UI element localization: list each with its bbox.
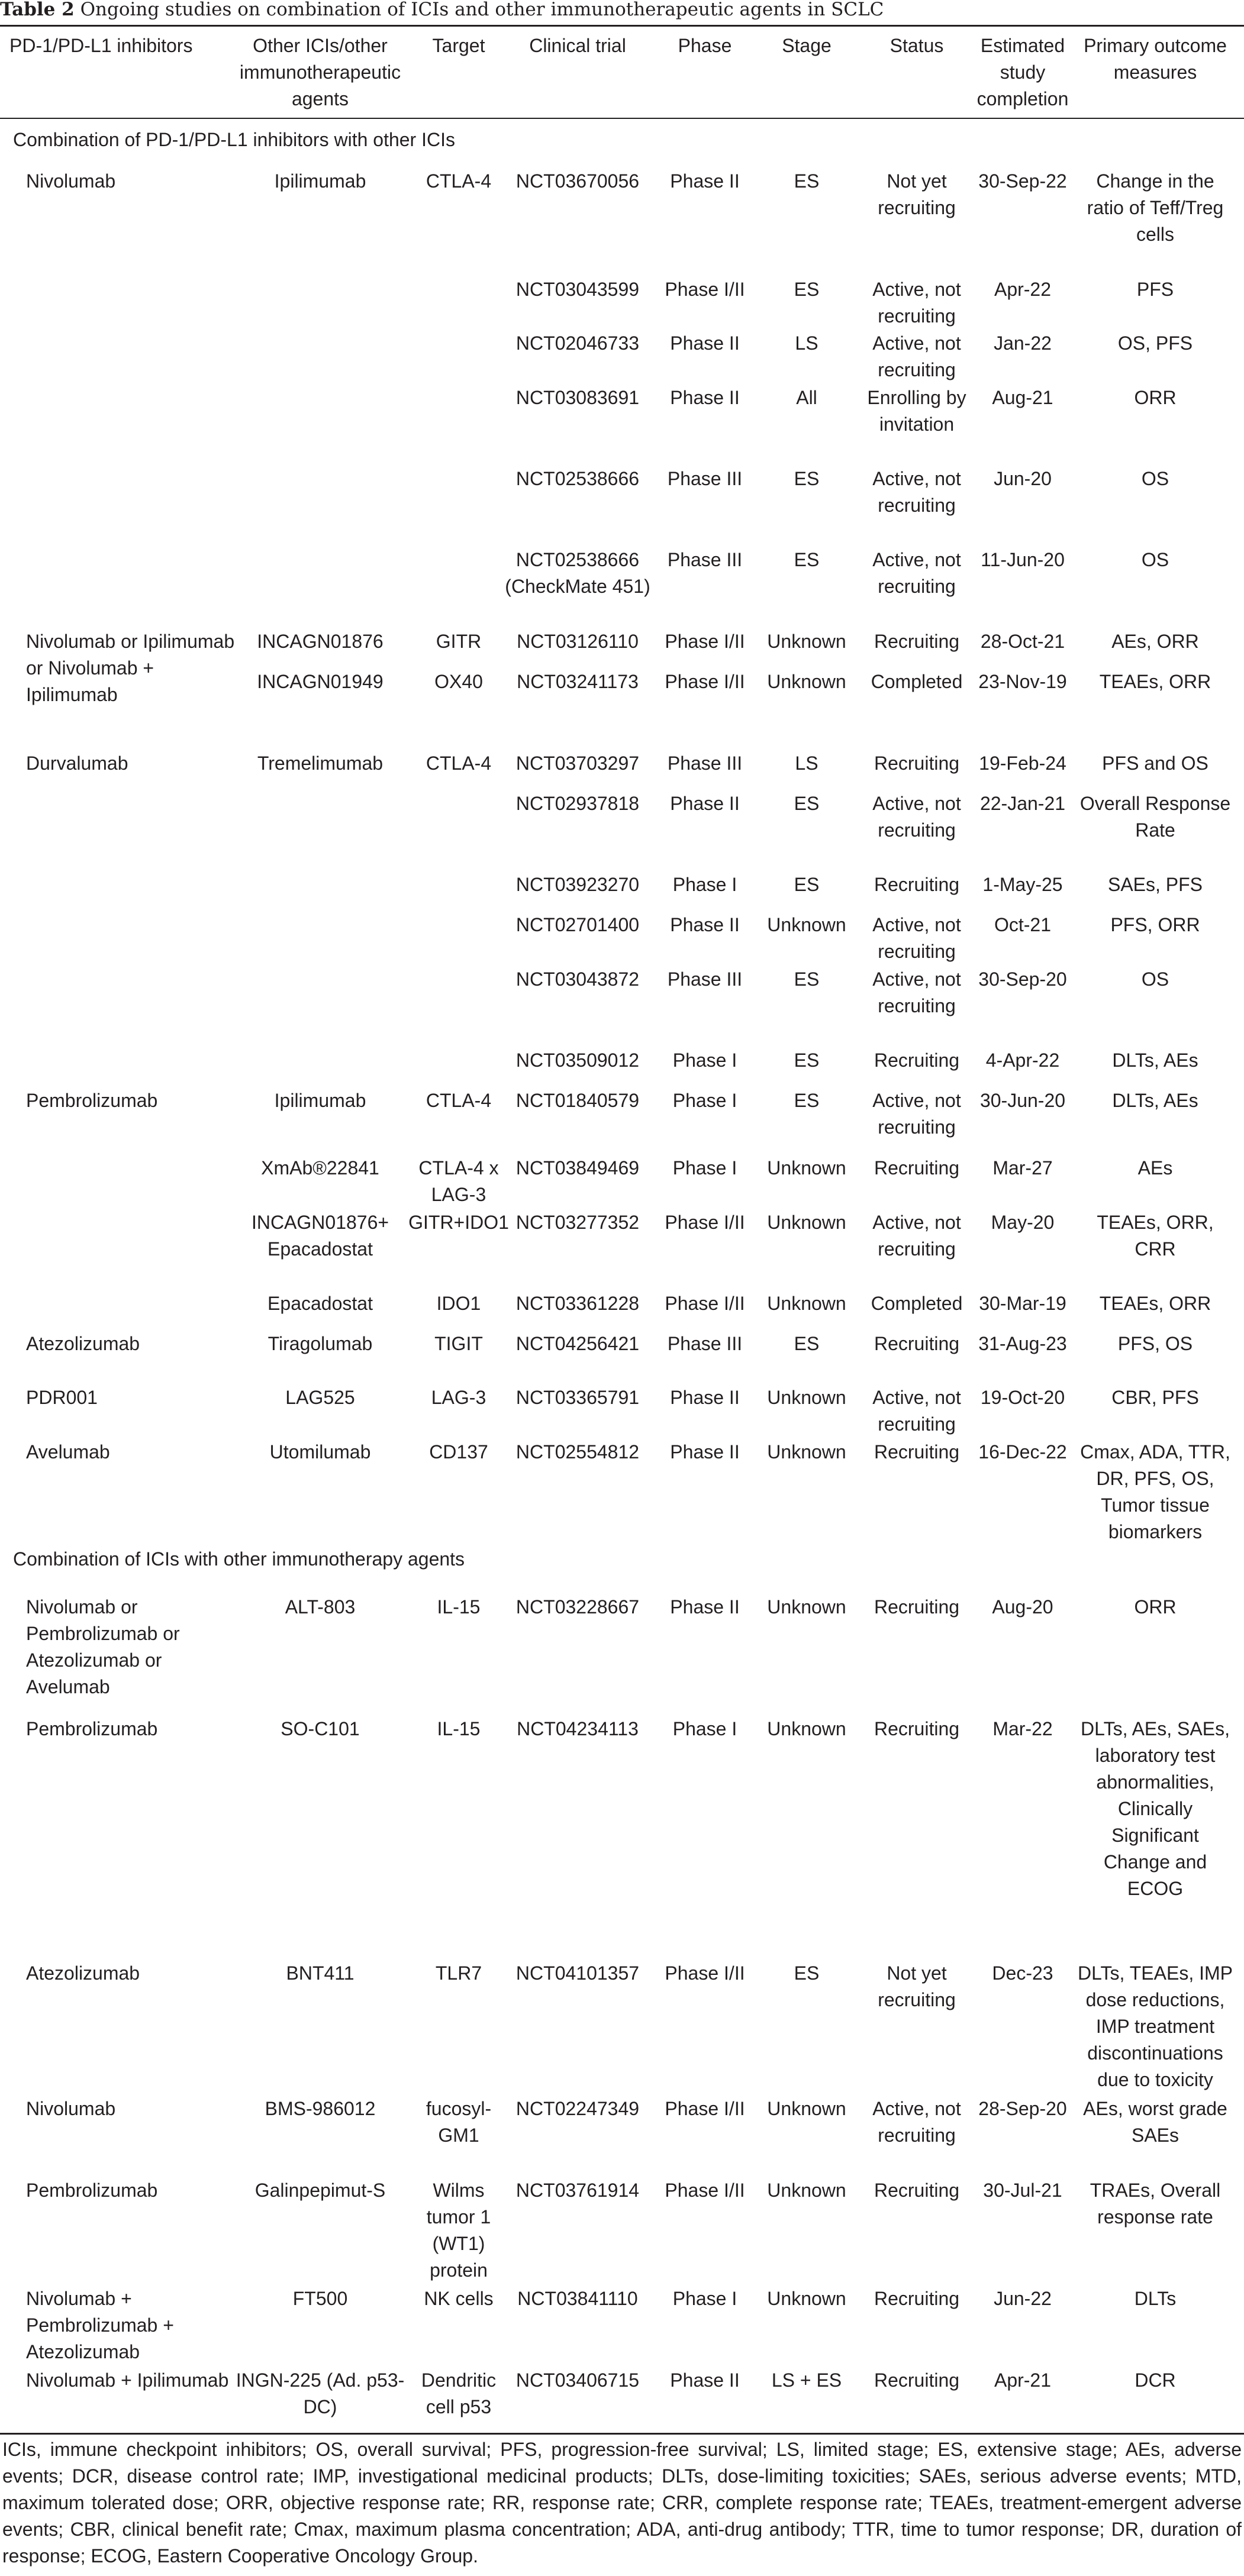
cell-phase: Phase I/II <box>665 1962 745 1984</box>
header-rule <box>0 118 1244 119</box>
cell-outcome: DLTs, AEs <box>1112 1050 1198 1071</box>
cell-target: CTLA-4 <box>426 1090 492 1111</box>
cell-outcome: CBR, PFS <box>1111 1387 1199 1408</box>
table-footnote: ICIs, immune checkpoint inhibitors; OS, overall survival; PFS, progression-free survival; LS, limited stage; ES, extensive stage; AEs, adverse events; DCR, disease control rate; IMP, investigational medicinal products; DLTs, dose-limiting toxicities; SAEs, serious adverse events; MTD, maximum tolerated dose; ORR, objective response rate; RR, response rate; CRR, complete response rate; TEAEs, treatment-emergent adverse events; CBR, clinical benefit rate; Cmax, maximum plasma concentration; ADA, anti-drug antibody; TTR, time to tumor response; DR, duration of response; ECOG, Eastern Cooperative Oncology Group. <box>2 2439 1242 2567</box>
cell-stage: ES <box>794 1333 820 1354</box>
cell-stage: ES <box>794 468 820 489</box>
cell-outcome: OS <box>1141 468 1169 489</box>
cell-status: Recruiting <box>874 2370 960 2391</box>
cell-other-agent: ALT-803 <box>285 1596 356 1618</box>
cell-other-agent: Tremelimumab <box>257 753 383 774</box>
cell-status: Active, not recruiting <box>872 2098 961 2146</box>
cell-clinical-trial: NCT03365791 <box>515 1387 640 1408</box>
cell-phase: Phase I/II <box>665 279 745 300</box>
cell-clinical-trial: NCT03703297 <box>515 753 640 774</box>
cell-completion: 30-Jun-20 <box>979 1090 1066 1111</box>
cell-outcome: OS <box>1141 969 1169 990</box>
table-caption-text: Ongoing studies on combination of ICIs and other immunotherapeutic agents in SCLC <box>80 0 884 20</box>
cell-completion: 4-Apr-22 <box>985 1050 1060 1071</box>
cell-stage: Unknown <box>767 1718 846 1739</box>
cell-phase: Phase III <box>667 753 743 774</box>
cell-status: Completed <box>871 671 963 692</box>
cell-phase: Phase II <box>670 1596 740 1618</box>
cell-phase: Phase I <box>672 874 737 895</box>
cell-pd1-inhibitor: Pembrolizumab <box>26 1090 158 1111</box>
cell-phase: Phase II <box>670 170 740 192</box>
cell-stage: LS + ES <box>771 2370 842 2391</box>
cell-status: Active, not recruiting <box>872 468 961 516</box>
cell-outcome: DCR <box>1135 2370 1176 2391</box>
cell-clinical-trial: NCT03126110 <box>517 631 639 652</box>
cell-outcome: TEAEs, ORR <box>1099 1293 1211 1314</box>
cell-status: Recruiting <box>874 2180 960 2201</box>
header-other-agents: Other ICIs/other immunotherapeutic agents <box>239 35 401 109</box>
cell-clinical-trial: NCT02538666 (CheckMate 451) <box>505 549 650 597</box>
cell-clinical-trial: NCT02046733 <box>515 333 640 354</box>
cell-stage: ES <box>794 1962 820 1984</box>
cell-target: IL-15 <box>437 1596 481 1618</box>
cell-outcome: SAEs, PFS <box>1107 874 1203 895</box>
cell-target: LAG-3 <box>431 1387 486 1408</box>
table-caption <box>0 0 1244 24</box>
cell-target: TLR7 <box>435 1962 482 1984</box>
cell-stage: ES <box>794 793 820 814</box>
cell-pd1-inhibitor: Nivolumab or Ipilimumab or Nivolumab + Ipilimumab <box>26 631 235 705</box>
cell-phase: Phase III <box>667 969 743 990</box>
cell-pd1-inhibitor: Nivolumab or Pembrolizumab or Atezolizumab or Avelumab <box>26 1596 180 1697</box>
cell-stage: Unknown <box>767 671 846 692</box>
cell-outcome: TEAEs, ORR, CRR <box>1097 1212 1214 1260</box>
cell-stage: LS <box>795 753 818 774</box>
cell-status: Recruiting <box>874 1596 960 1618</box>
cell-outcome: DLTs, TEAEs, IMP dose reductions, IMP treatment discontinuations due to toxicity <box>1078 1962 1233 2090</box>
header-estimated-completion: Estimated study completion <box>976 35 1069 109</box>
cell-phase: Phase II <box>670 1441 740 1463</box>
cell-other-agent: Galinpepimut-S <box>254 2180 386 2201</box>
cell-stage: Unknown <box>767 2180 846 2201</box>
cell-completion: May-20 <box>991 1212 1055 1233</box>
cell-other-agent: FT500 <box>292 2288 348 2309</box>
cell-other-agent: INCAGN01949 <box>257 671 383 692</box>
cell-completion: Aug-21 <box>992 387 1053 408</box>
cell-outcome: OS <box>1141 549 1169 570</box>
cell-other-agent: BNT411 <box>286 1962 354 1984</box>
cell-completion: 23-Nov-19 <box>978 671 1067 692</box>
cell-outcome: Overall Response Rate <box>1079 793 1231 841</box>
cell-target: CTLA-4 <box>426 170 492 192</box>
table-caption-label: Table 2 <box>0 0 75 20</box>
cell-target: IL-15 <box>437 1718 481 1739</box>
cell-clinical-trial: NCT03670056 <box>515 170 640 192</box>
cell-outcome: OS, PFS <box>1117 333 1193 354</box>
cell-pd1-inhibitor: Avelumab <box>26 1441 110 1463</box>
cell-completion: Jan-22 <box>994 333 1052 354</box>
cell-target: Dendritic cell p53 <box>421 2370 497 2417</box>
cell-stage: LS <box>795 333 818 354</box>
cell-stage: Unknown <box>767 2098 846 2119</box>
cell-pd1-inhibitor: Durvalumab <box>26 753 128 774</box>
cell-other-agent: XmAb®22841 <box>261 1157 379 1179</box>
cell-clinical-trial: NCT03361228 <box>515 1293 640 1314</box>
cell-status: Active, not recruiting <box>872 333 961 380</box>
cell-stage: Unknown <box>767 914 846 935</box>
cell-other-agent: SO-C101 <box>281 1718 360 1739</box>
top-rule <box>0 25 1244 27</box>
cell-completion: 30-Sep-22 <box>978 170 1067 192</box>
cell-stage: ES <box>794 874 820 895</box>
cell-status: Recruiting <box>874 2288 960 2309</box>
cell-target: OX40 <box>434 671 483 692</box>
cell-status: Not yet recruiting <box>878 1962 956 2010</box>
cell-target: TIGIT <box>434 1333 483 1354</box>
bottom-rule <box>0 2433 1244 2435</box>
cell-outcome: AEs, worst grade SAEs <box>1083 2098 1227 2146</box>
cell-other-agent: LAG525 <box>285 1387 355 1408</box>
cell-phase: Phase I/II <box>665 2180 745 2201</box>
cell-completion: 30-Jul-21 <box>983 2180 1062 2201</box>
cell-phase: Phase I <box>672 1157 737 1179</box>
cell-clinical-trial: NCT03761914 <box>515 2180 640 2201</box>
cell-stage: Unknown <box>767 1212 846 1233</box>
cell-status: Active, not recruiting <box>872 549 961 597</box>
cell-status: Recruiting <box>874 1718 960 1739</box>
cell-stage: ES <box>794 279 820 300</box>
cell-stage: ES <box>794 170 820 192</box>
cell-clinical-trial: NCT01840579 <box>515 1090 640 1111</box>
cell-status: Enrolling by invitation <box>867 387 966 435</box>
cell-completion: 11-Jun-20 <box>981 549 1065 570</box>
cell-other-agent: Utomilumab <box>269 1441 371 1463</box>
cell-phase: Phase II <box>670 333 740 354</box>
cell-phase: Phase II <box>670 1387 740 1408</box>
cell-stage: Unknown <box>767 1293 846 1314</box>
cell-other-agent: INCAGN01876+ Epacadostat <box>251 1212 389 1260</box>
cell-clinical-trial: NCT03923270 <box>515 874 640 895</box>
cell-stage: ES <box>794 1050 820 1071</box>
cell-outcome: PFS <box>1136 279 1174 300</box>
cell-pd1-inhibitor: Atezolizumab <box>26 1333 140 1354</box>
cell-pd1-inhibitor: Nivolumab <box>26 170 116 192</box>
cell-status: Active, not recruiting <box>872 793 961 841</box>
cell-phase: Phase II <box>670 387 740 408</box>
cell-clinical-trial: NCT03841110 <box>517 2288 638 2309</box>
cell-outcome: DLTs, AEs, SAEs, laboratory test abnormalities, Clinically Significant Change and ECOG <box>1081 1718 1230 1899</box>
cell-status: Recruiting <box>874 1157 960 1179</box>
cell-outcome: ORR <box>1134 1596 1177 1618</box>
cell-completion: 28-Sep-20 <box>978 2098 1067 2119</box>
cell-outcome: TEAEs, ORR <box>1099 671 1211 692</box>
cell-other-agent: Tiragolumab <box>268 1333 373 1354</box>
cell-phase: Phase I <box>672 1718 737 1739</box>
header-stage: Stage <box>782 35 832 56</box>
cell-phase: Phase II <box>670 2370 740 2391</box>
cell-outcome: PFS and OS <box>1102 753 1208 774</box>
header-pd1-inhibitors: PD-1/PD-L1 inhibitors <box>9 35 193 56</box>
cell-pd1-inhibitor: Pembrolizumab <box>26 1718 158 1739</box>
cell-completion: Jun-20 <box>994 468 1052 489</box>
cell-completion: Jun-22 <box>994 2288 1052 2309</box>
cell-clinical-trial: NCT03277352 <box>515 1212 640 1233</box>
cell-completion: Mar-27 <box>992 1157 1053 1179</box>
cell-other-agent: INCAGN01876 <box>257 631 383 652</box>
cell-clinical-trial: NCT02937818 <box>515 793 640 814</box>
cell-outcome: PFS, OS <box>1117 1333 1193 1354</box>
cell-stage: Unknown <box>767 1441 846 1463</box>
cell-status: Active, not recruiting <box>872 1387 961 1435</box>
cell-target: Wilms tumor 1 (WT1) protein <box>426 2180 491 2281</box>
cell-other-agent: BMS-986012 <box>265 2098 376 2119</box>
cell-target: CD137 <box>429 1441 488 1463</box>
cell-status: Recruiting <box>874 631 960 652</box>
cell-completion: 22-Jan-21 <box>979 793 1066 814</box>
cell-clinical-trial: NCT03043872 <box>515 969 640 990</box>
cell-completion: 19-Oct-20 <box>980 1387 1065 1408</box>
cell-completion: 1-May-25 <box>982 874 1063 895</box>
cell-outcome: DLTs <box>1134 2288 1177 2309</box>
cell-completion: Dec-23 <box>992 1962 1053 1984</box>
cell-target: GITR <box>436 631 482 652</box>
header-phase: Phase <box>678 35 732 56</box>
cell-target: CTLA-4 <box>426 753 492 774</box>
cell-completion: 30-Mar-19 <box>979 1293 1066 1314</box>
cell-outcome: Change in the ratio of Teff/Treg cells <box>1087 170 1224 245</box>
cell-pd1-inhibitor: Pembrolizumab <box>26 2180 158 2201</box>
cell-stage: Unknown <box>767 2288 846 2309</box>
cell-other-agent: Ipilimumab <box>274 1090 366 1111</box>
cell-target: fucosyl-GM1 <box>426 2098 492 2146</box>
cell-other-agent: Ipilimumab <box>274 170 366 192</box>
cell-status: Recruiting <box>874 1441 960 1463</box>
cell-phase: Phase I/II <box>665 631 745 652</box>
cell-stage: ES <box>794 1090 820 1111</box>
cell-status: Active, not recruiting <box>872 1090 961 1138</box>
cell-clinical-trial: NCT03043599 <box>515 279 640 300</box>
cell-target: IDO1 <box>436 1293 481 1314</box>
cell-other-agent: Epacadostat <box>268 1293 373 1314</box>
cell-phase: Phase II <box>670 793 740 814</box>
cell-outcome: PFS, ORR <box>1110 914 1200 935</box>
cell-outcome: DLTs, AEs <box>1112 1090 1198 1111</box>
cell-status: Not yet recruiting <box>878 170 956 218</box>
cell-stage: Unknown <box>767 1157 846 1179</box>
cell-clinical-trial: NCT04256421 <box>515 1333 640 1354</box>
header-primary-outcome: Primary outcome measures <box>1084 35 1227 83</box>
cell-phase: Phase III <box>667 468 743 489</box>
cell-outcome: AEs <box>1137 1157 1173 1179</box>
cell-other-agent: INGN-225 (Ad. p53-DC) <box>236 2370 405 2417</box>
cell-completion: Apr-22 <box>994 279 1052 300</box>
cell-completion: Aug-20 <box>992 1596 1053 1618</box>
cell-phase: Phase II <box>670 914 740 935</box>
header-status: Status <box>890 35 944 56</box>
cell-target: NK cells <box>424 2288 494 2309</box>
cell-completion: Oct-21 <box>994 914 1052 935</box>
cell-phase: Phase I <box>672 1090 737 1111</box>
cell-completion: Apr-21 <box>994 2370 1052 2391</box>
cell-completion: 16-Dec-22 <box>978 1441 1067 1463</box>
cell-status: Active, not recruiting <box>872 969 961 1016</box>
cell-status: Recruiting <box>874 753 960 774</box>
cell-status: Active, not recruiting <box>872 914 961 962</box>
cell-phase: Phase I <box>672 2288 737 2309</box>
cell-phase: Phase I/II <box>665 2098 745 2119</box>
cell-clinical-trial: NCT03241173 <box>517 671 639 692</box>
cell-outcome: TRAEs, Overall response rate <box>1090 2180 1221 2228</box>
cell-pd1-inhibitor: Atezolizumab <box>26 1962 140 1984</box>
cell-clinical-trial: NCT02701400 <box>515 914 640 935</box>
cell-clinical-trial: NCT03406715 <box>515 2370 640 2391</box>
cell-phase: Phase III <box>667 549 743 570</box>
cell-status: Active, not recruiting <box>872 1212 961 1260</box>
cell-pd1-inhibitor: Nivolumab <box>26 2098 116 2119</box>
cell-clinical-trial: NCT03509012 <box>515 1050 640 1071</box>
header-target: Target <box>432 35 485 56</box>
cell-stage: Unknown <box>767 1387 846 1408</box>
cell-clinical-trial: NCT03083691 <box>515 387 640 408</box>
cell-phase: Phase I/II <box>665 1293 745 1314</box>
cell-stage: ES <box>794 549 820 570</box>
cell-status: Active, not recruiting <box>872 279 961 327</box>
cell-stage: Unknown <box>767 1596 846 1618</box>
cell-target: GITR+IDO1 <box>408 1212 509 1233</box>
cell-phase: Phase I <box>672 1050 737 1071</box>
cell-stage: Unknown <box>767 631 846 652</box>
cell-target: CTLA-4 x LAG-3 <box>418 1157 499 1205</box>
cell-completion: 28-Oct-21 <box>980 631 1065 652</box>
cell-status: Recruiting <box>874 1050 960 1071</box>
cell-outcome: Cmax, ADA, TTR, DR, PFS, OS, Tumor tissue biomarkers <box>1080 1441 1230 1542</box>
cell-clinical-trial: NCT03228667 <box>515 1596 640 1618</box>
cell-stage: All <box>796 387 817 408</box>
cell-completion: Mar-22 <box>992 1718 1053 1739</box>
cell-clinical-trial: NCT02538666 <box>515 468 640 489</box>
cell-completion: 19-Feb-24 <box>979 753 1066 774</box>
cell-clinical-trial: NCT04101357 <box>515 1962 640 1984</box>
cell-completion: 31-Aug-23 <box>978 1333 1067 1354</box>
cell-status: Recruiting <box>874 874 960 895</box>
cell-status: Recruiting <box>874 1333 960 1354</box>
cell-status: Completed <box>871 1293 963 1314</box>
cell-clinical-trial: NCT02554812 <box>515 1441 640 1463</box>
cell-phase: Phase I/II <box>665 671 745 692</box>
section-label-immunotherapy-combinations: Combination of ICIs with other immunotherapy agents <box>13 1548 465 1570</box>
cell-outcome: AEs, ORR <box>1111 631 1199 652</box>
cell-phase: Phase I/II <box>665 1212 745 1233</box>
cell-outcome: ORR <box>1134 387 1177 408</box>
cell-stage: ES <box>794 969 820 990</box>
section-label-ici-combinations: Combination of PD-1/PD-L1 inhibitors with other ICIs <box>13 129 455 150</box>
header-clinical-trial: Clinical trial <box>529 35 626 56</box>
cell-completion: 30-Sep-20 <box>978 969 1067 990</box>
cell-phase: Phase III <box>667 1333 743 1354</box>
cell-pd1-inhibitor: PDR001 <box>26 1387 98 1408</box>
cell-clinical-trial: NCT02247349 <box>515 2098 640 2119</box>
cell-pd1-inhibitor: Nivolumab + Pembrolizumab + Atezolizumab <box>26 2288 174 2362</box>
cell-clinical-trial: NCT03849469 <box>515 1157 640 1179</box>
cell-pd1-inhibitor: Nivolumab + Ipilimumab <box>26 2370 229 2391</box>
cell-clinical-trial: NCT04234113 <box>517 1718 639 1739</box>
